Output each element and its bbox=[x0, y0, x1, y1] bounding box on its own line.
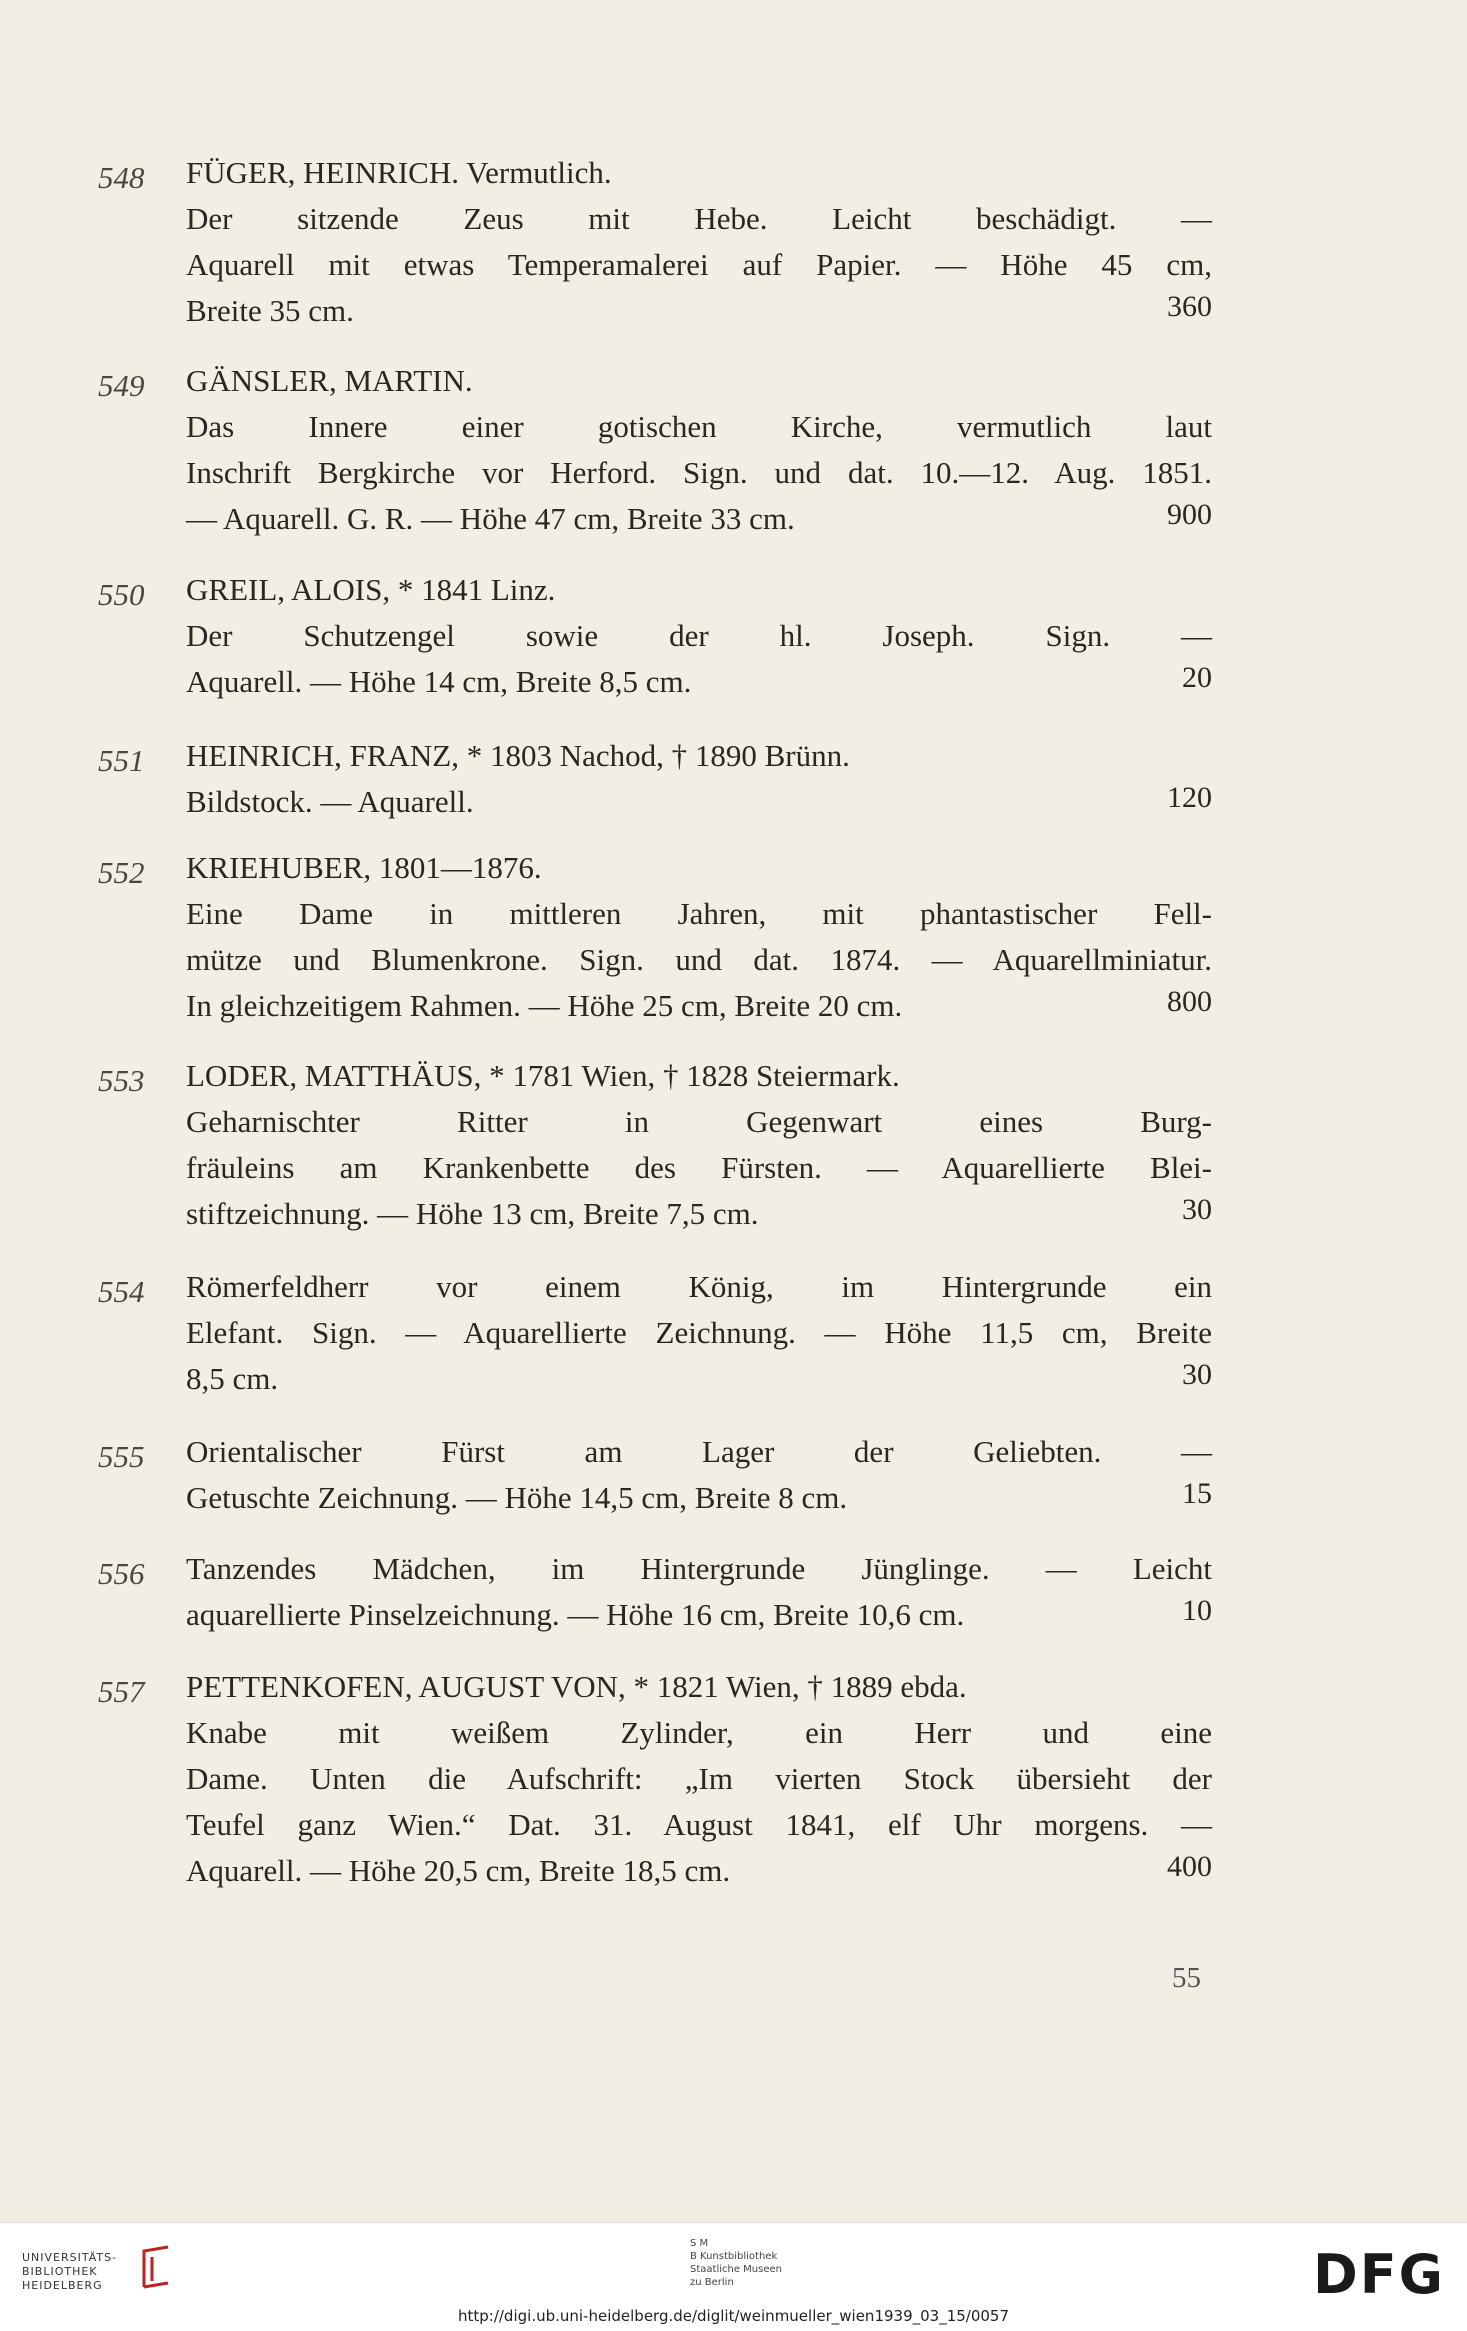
lot-number: 556 bbox=[98, 1556, 145, 1591]
entry-text-line: HEINRICH, FRANZ, * 1803 Nachod, † 1890 Brünn. bbox=[186, 738, 850, 773]
entry-text-line: Geharnischter Ritter in Gegenwart eines Burg- bbox=[186, 1104, 1212, 1139]
library-name: UNIVERSITÄTS- BIBLIOTHEK HEIDELBERG bbox=[22, 2251, 118, 2292]
kunstbibliothek-logo: S M B Kunstbibliothek Staatliche Museen zu Berlin bbox=[690, 2238, 782, 2288]
entry-text-line: Der Schutzengel sowie der hl. Joseph. Sign. — bbox=[186, 618, 1212, 653]
source-url-link[interactable]: http://digi.ub.uni-heidelberg.de/diglit/weinmueller_wien1939_03_15/0057 bbox=[457, 2307, 1010, 2325]
lot-number: 557 bbox=[98, 1674, 145, 1709]
lot-number: 549 bbox=[98, 368, 145, 403]
dfg-logo: DFG bbox=[1312, 2243, 1445, 2306]
entry-text-line: Aquarell mit etwas Temperamalerei auf Papier. — Höhe 45 cm, bbox=[186, 247, 1212, 282]
entry-text-line: Aquarell. — Höhe 20,5 cm, Breite 18,5 cm. bbox=[186, 1853, 731, 1888]
entry-text-line: Tanzendes Mädchen, im Hintergrunde Jünglinge. — Leicht bbox=[186, 1551, 1212, 1586]
entry-text-line: stiftzeichnung. — Höhe 13 cm, Breite 7,5 cm. bbox=[186, 1196, 759, 1231]
entry-text-line: Eine Dame in mittleren Jahren, mit phantastischer Fell- bbox=[186, 896, 1212, 931]
lot-price: 15 bbox=[1182, 1477, 1212, 1510]
page-number: 55 bbox=[1172, 1962, 1201, 1994]
lot-price: 30 bbox=[1182, 1193, 1212, 1226]
entry-text-line: Breite 35 cm. bbox=[186, 293, 354, 328]
lot-number: 555 bbox=[98, 1439, 145, 1474]
lot-number: 548 bbox=[98, 160, 145, 195]
entry-text-line: Inschrift Bergkirche vor Herford. Sign. und dat. 10.—12. Aug. 1851. bbox=[186, 455, 1212, 490]
entry-text-line: GÄNSLER, MARTIN. bbox=[186, 363, 473, 398]
lot-number: 554 bbox=[98, 1274, 145, 1309]
entry-text-line: Römerfeldherr vor einem König, im Hintergrunde ein bbox=[186, 1269, 1212, 1304]
lot-price: 800 bbox=[1167, 985, 1212, 1018]
entry-text-line: Elefant. Sign. — Aquarellierte Zeichnung. — Höhe 11,5 cm, Breite bbox=[186, 1315, 1212, 1350]
lot-price: 120 bbox=[1167, 781, 1212, 814]
entry-text-line: PETTENKOFEN, AUGUST VON, * 1821 Wien, † 1889 ebda. bbox=[186, 1669, 967, 1704]
entry-text-line: Bildstock. — Aquarell. bbox=[186, 784, 474, 819]
entry-text-line: Knabe mit weißem Zylinder, ein Herr und eine bbox=[186, 1715, 1212, 1750]
lot-number: 553 bbox=[98, 1063, 145, 1098]
lot-price: 20 bbox=[1182, 661, 1212, 694]
entry-text-line: aquarellierte Pinselzeichnung. — Höhe 16 cm, Breite 10,6 cm. bbox=[186, 1597, 965, 1632]
entry-text-line: Orientalischer Fürst am Lager der Geliebten. — bbox=[186, 1434, 1212, 1469]
entry-text-line: Aquarell. — Höhe 14 cm, Breite 8,5 cm. bbox=[186, 664, 692, 699]
entry-text-line: In gleichzeitigem Rahmen. — Höhe 25 cm, Breite 20 cm. bbox=[186, 988, 903, 1023]
lot-number: 550 bbox=[98, 577, 145, 612]
entry-text-line: Getuschte Zeichnung. — Höhe 14,5 cm, Breite 8 cm. bbox=[186, 1480, 848, 1515]
entry-text-line: Der sitzende Zeus mit Hebe. Leicht beschädigt. — bbox=[186, 201, 1212, 236]
entry-text-line: Teufel ganz Wien.“ Dat. 31. August 1841, elf Uhr morgens. — bbox=[186, 1807, 1212, 1842]
entry-text-line: KRIEHUBER, 1801—1876. bbox=[186, 850, 542, 885]
entry-text-line: fräuleins am Krankenbette des Fürsten. — Aquarellierte Blei- bbox=[186, 1150, 1212, 1185]
entry-text-line: FÜGER, HEINRICH. Vermutlich. bbox=[186, 155, 612, 190]
footer-bar bbox=[0, 2222, 1467, 2331]
entry-text-line: LODER, MATTHÄUS, * 1781 Wien, † 1828 Steiermark. bbox=[186, 1058, 900, 1093]
entry-text-line: Das Innere einer gotischen Kirche, vermutlich laut bbox=[186, 409, 1212, 444]
entry-text-line: — Aquarell. G. R. — Höhe 47 cm, Breite 33 cm. bbox=[186, 501, 795, 536]
lot-price: 900 bbox=[1167, 498, 1212, 531]
entry-text-line: 8,5 cm. bbox=[186, 1361, 279, 1396]
lot-number: 552 bbox=[98, 855, 145, 890]
library-logo-icon bbox=[138, 2243, 174, 2291]
entry-text-line: Dame. Unten die Aufschrift: „Im vierten Stock übersieht der bbox=[186, 1761, 1212, 1796]
entry-text-line: GREIL, ALOIS, * 1841 Linz. bbox=[186, 572, 556, 607]
lot-price: 400 bbox=[1167, 1850, 1212, 1883]
entry-text-line: mütze und Blumenkrone. Sign. und dat. 1874. — Aquarellminiatur. bbox=[186, 942, 1212, 977]
lot-price: 10 bbox=[1182, 1594, 1212, 1627]
lot-number: 551 bbox=[98, 743, 145, 778]
lot-price: 30 bbox=[1182, 1358, 1212, 1391]
lot-price: 360 bbox=[1167, 290, 1212, 323]
